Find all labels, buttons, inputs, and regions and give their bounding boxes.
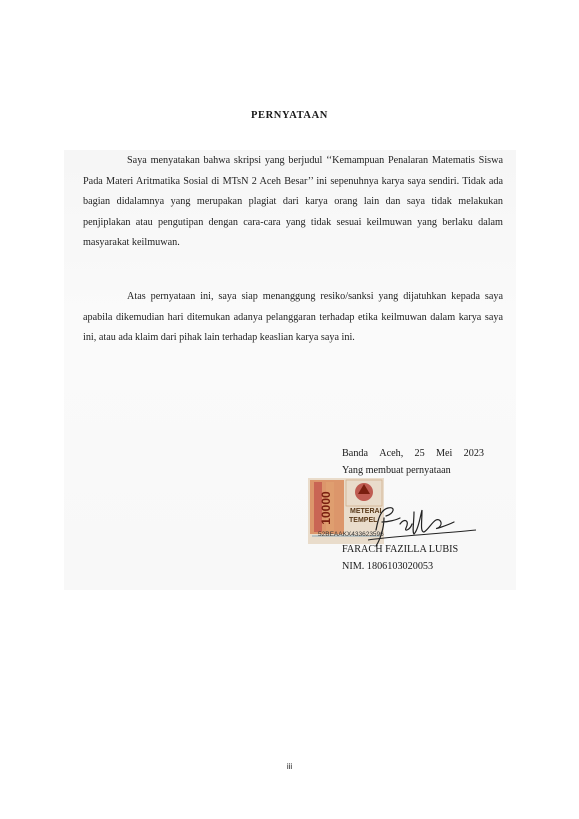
handwritten-signature [366, 500, 478, 550]
maker-label: Yang membuat pernyataan [342, 465, 451, 476]
date-day: 25 [414, 448, 425, 459]
place-and-date [342, 448, 484, 459]
signer-name: FARACH FAZILLA LUBIS [342, 544, 459, 555]
signer-nim: NIM. 1806103020053 [342, 561, 434, 572]
stamp-code: 52BEAAKX433623596 [318, 531, 384, 538]
statement-paragraph-2 [83, 287, 503, 349]
statement-paragraph-1 [83, 151, 503, 254]
page-number: iii [286, 762, 293, 771]
statement-paragraph-1-text: Saya menyatakan bahwa skripsi yang berjudul ‘‘Kemampuan Penalaran Matematis Siswa Pada Materi Aritmatika Sosial di MTsN 2 Aceh Besar’’ ini sepenuhnya karya saya sendiri. Tidak ada bagian didalamnya yang merupakan plagiat dari karya orang lain dan saya tidak melakukan penjiplakan atau pengutipan dengan cara-cara yang tidak sesuai keilmuwan yang berlaku dalam masyarakat keilmuwan. [83, 155, 503, 249]
place-word-1: Banda [342, 448, 369, 459]
date-month: Mei [435, 448, 453, 459]
stamp-label-top: METERAI [350, 508, 382, 515]
stamp-value: 10000 [319, 491, 333, 525]
page-title: PERNYATAAN [251, 110, 328, 121]
stamp-label-bottom: TEMPEL [349, 517, 378, 524]
place-word-2: Aceh, [379, 448, 404, 459]
date-year: 2023 [463, 448, 484, 459]
statement-paragraph-2-text: Atas pernyataan ini, saya siap menanggung resiko/sanksi yang dijatuhkan kepada saya apabila dikemudian hari ditemukan adanya pelanggaran terhadap etika keilmuwan dalam karya saya ini, atau ada klaim dari pihak lain terhadap keaslian karya saya ini. [83, 291, 503, 344]
